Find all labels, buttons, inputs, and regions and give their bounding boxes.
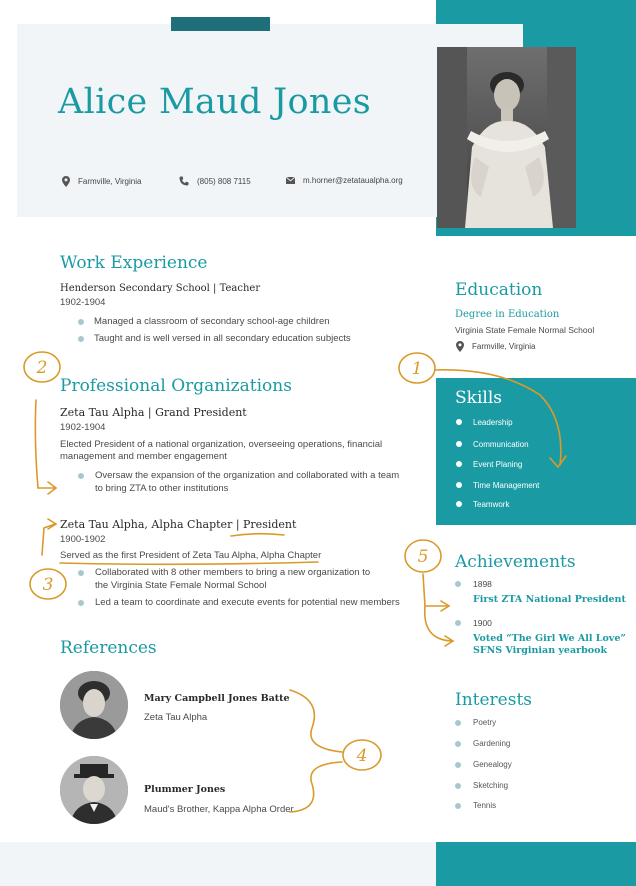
bullet-dot: [455, 581, 461, 587]
achievement-title-2-line-2: SFNS Virginian yearbook: [473, 645, 608, 656]
reference-name-1: Mary Campbell Jones Batte: [144, 693, 290, 704]
annotation-circle-2: [24, 352, 60, 382]
skills-heading: Skills: [455, 388, 502, 408]
reference-photo-1: [60, 671, 128, 739]
prof-org-2-desc: Served as the first President of Zeta Tau Alpha, Alpha Chapter: [60, 550, 322, 561]
annotation-circle-3: [30, 569, 66, 599]
bullet-dot: [78, 473, 84, 479]
bullet-dot: [455, 720, 461, 726]
work-bullet-1: Managed a classroom of secondary school-age children: [94, 316, 330, 327]
bullet-dot: [455, 762, 461, 768]
annotation-arrowhead-5a: [441, 601, 449, 611]
prof-org-2-dates: 1900-1902: [60, 534, 106, 545]
contact-email: [286, 176, 403, 185]
skill-dot: [456, 419, 462, 425]
annotation-bracket-bottom: [290, 762, 342, 812]
work-dates: 1902-1904: [60, 297, 106, 308]
prof-org-2: Zeta Tau Alpha, Alpha Chapter | President: [60, 518, 297, 531]
interest-item: Gardening: [473, 739, 511, 748]
bullet-dot: [78, 570, 84, 576]
prof-org-2-bullet-1-line-2: the Virginia State Female Normal School: [95, 580, 267, 591]
achievement-title-1: First ZTA National President: [473, 594, 626, 605]
bullet-dot: [455, 803, 461, 809]
references-heading: References: [60, 638, 157, 658]
reference-detail-2: Maud's Brother, Kappa Alpha Order: [144, 804, 294, 815]
prof-org-1-desc-line-1: Elected President of a national organization, overseeing operations, financial: [60, 439, 383, 450]
achievement-year-2: 1900: [473, 618, 492, 628]
prof-org-1-dates: 1902-1904: [60, 422, 106, 433]
skill-item: Communication: [473, 440, 529, 449]
prof-org-1-bullet-line-1: Oversaw the expansion of the organization and collaborated with a team: [95, 470, 400, 481]
annotation-number-3: 3: [42, 575, 54, 595]
achievement-year-1: 1898: [473, 579, 492, 589]
annotation-arrowhead-2: [48, 482, 56, 494]
location-pin-icon: [62, 176, 70, 187]
reference-name-2: Plummer Jones: [144, 784, 226, 795]
skill-dot: [456, 441, 462, 447]
location-text: Farmville, Virginia: [78, 177, 142, 186]
interest-item: Poetry: [473, 718, 497, 727]
work-experience-heading: Work Experience: [60, 253, 208, 273]
annotation-circle-5: [405, 540, 441, 572]
prof-org-1-bullet-line-2: to bring ZTA to other institutions: [95, 483, 229, 494]
education-degree: Degree in Education: [455, 309, 560, 320]
prof-org-1-desc-line-2: management and member engagement: [60, 451, 227, 462]
skill-dot: [456, 501, 462, 507]
reference-photo-2: [60, 756, 128, 824]
annotation-circle-4: [343, 740, 381, 770]
bullet-dot: [455, 741, 461, 747]
annotation-circle-1: [399, 353, 435, 383]
phone-text[interactable]: (805) 808 7115: [197, 176, 251, 186]
professional-orgs-heading: Professional Organizations: [60, 376, 292, 396]
bullet-dot: [455, 620, 461, 626]
reference-detail-1: Zeta Tau Alpha: [144, 712, 208, 723]
annotation-number-4: 4: [356, 746, 368, 766]
email-icon: [286, 177, 295, 184]
header-accent-bar: [171, 17, 270, 31]
annotation-arrowhead-5b: [445, 636, 453, 646]
skill-item: Leadership: [473, 418, 513, 427]
education-location: Farmville, Virginia: [472, 342, 536, 351]
annotation-arrow-5b: [425, 606, 452, 641]
phone-icon: [179, 176, 189, 186]
footer-panel: [0, 842, 436, 886]
skill-item: Teamwork: [473, 500, 510, 509]
skill-item: Event Planing: [473, 460, 523, 469]
person-name: Alice Maud Jones: [58, 82, 371, 122]
annotation-arrowhead-3: [48, 519, 56, 529]
interest-item: Tennis: [473, 801, 497, 810]
annotation-arrow-3: [42, 524, 55, 555]
portrait-photo: [437, 47, 576, 228]
contact-location: [62, 176, 141, 187]
contact-phone: [179, 176, 251, 186]
bullet-dot: [78, 336, 84, 342]
interests-heading: Interests: [455, 690, 533, 710]
annotation-arrow-5a: [423, 574, 448, 606]
annotation-number-2: 2: [36, 358, 48, 378]
location-pin-icon: [456, 341, 464, 352]
footer-teal-block: [436, 842, 636, 886]
skill-dot: [456, 482, 462, 488]
interest-item: Sketching: [473, 781, 509, 790]
work-bullet-2: Taught and is well versed in all secondary education subjects: [94, 333, 351, 344]
prof-org-2-bullet-1-line-1: Collaborated with 8 other members to bring a new organization to: [95, 567, 371, 578]
education-heading: Education: [455, 280, 543, 300]
interest-item: Genealogy: [473, 760, 512, 769]
work-org: Henderson Secondary School | Teacher: [60, 283, 261, 294]
bullet-dot: [78, 600, 84, 606]
annotation-number-5: 5: [417, 547, 429, 567]
prof-org-1: Zeta Tau Alpha | Grand President: [60, 406, 247, 419]
email-text[interactable]: m.horner@zetataualpha.org: [303, 176, 403, 185]
prof-org-2-bullet-2: Led a team to coordinate and execute events for potential new members: [95, 597, 400, 608]
education-location-row: [456, 341, 535, 352]
achievement-title-2-line-1: Voted “The Girl We All Love”: [473, 633, 626, 644]
skill-dot: [456, 461, 462, 467]
education-school: Virginia State Female Normal School: [455, 325, 595, 335]
achievements-heading: Achievements: [455, 552, 576, 572]
bullet-dot: [455, 783, 461, 789]
annotation-bracket-top: [290, 690, 342, 752]
annotation-number-1: 1: [411, 359, 423, 379]
bullet-dot: [78, 319, 84, 325]
annotation-arrow-2: [35, 400, 55, 488]
annotation-underline-president: [231, 534, 284, 536]
skill-item: Time Management: [473, 481, 540, 490]
